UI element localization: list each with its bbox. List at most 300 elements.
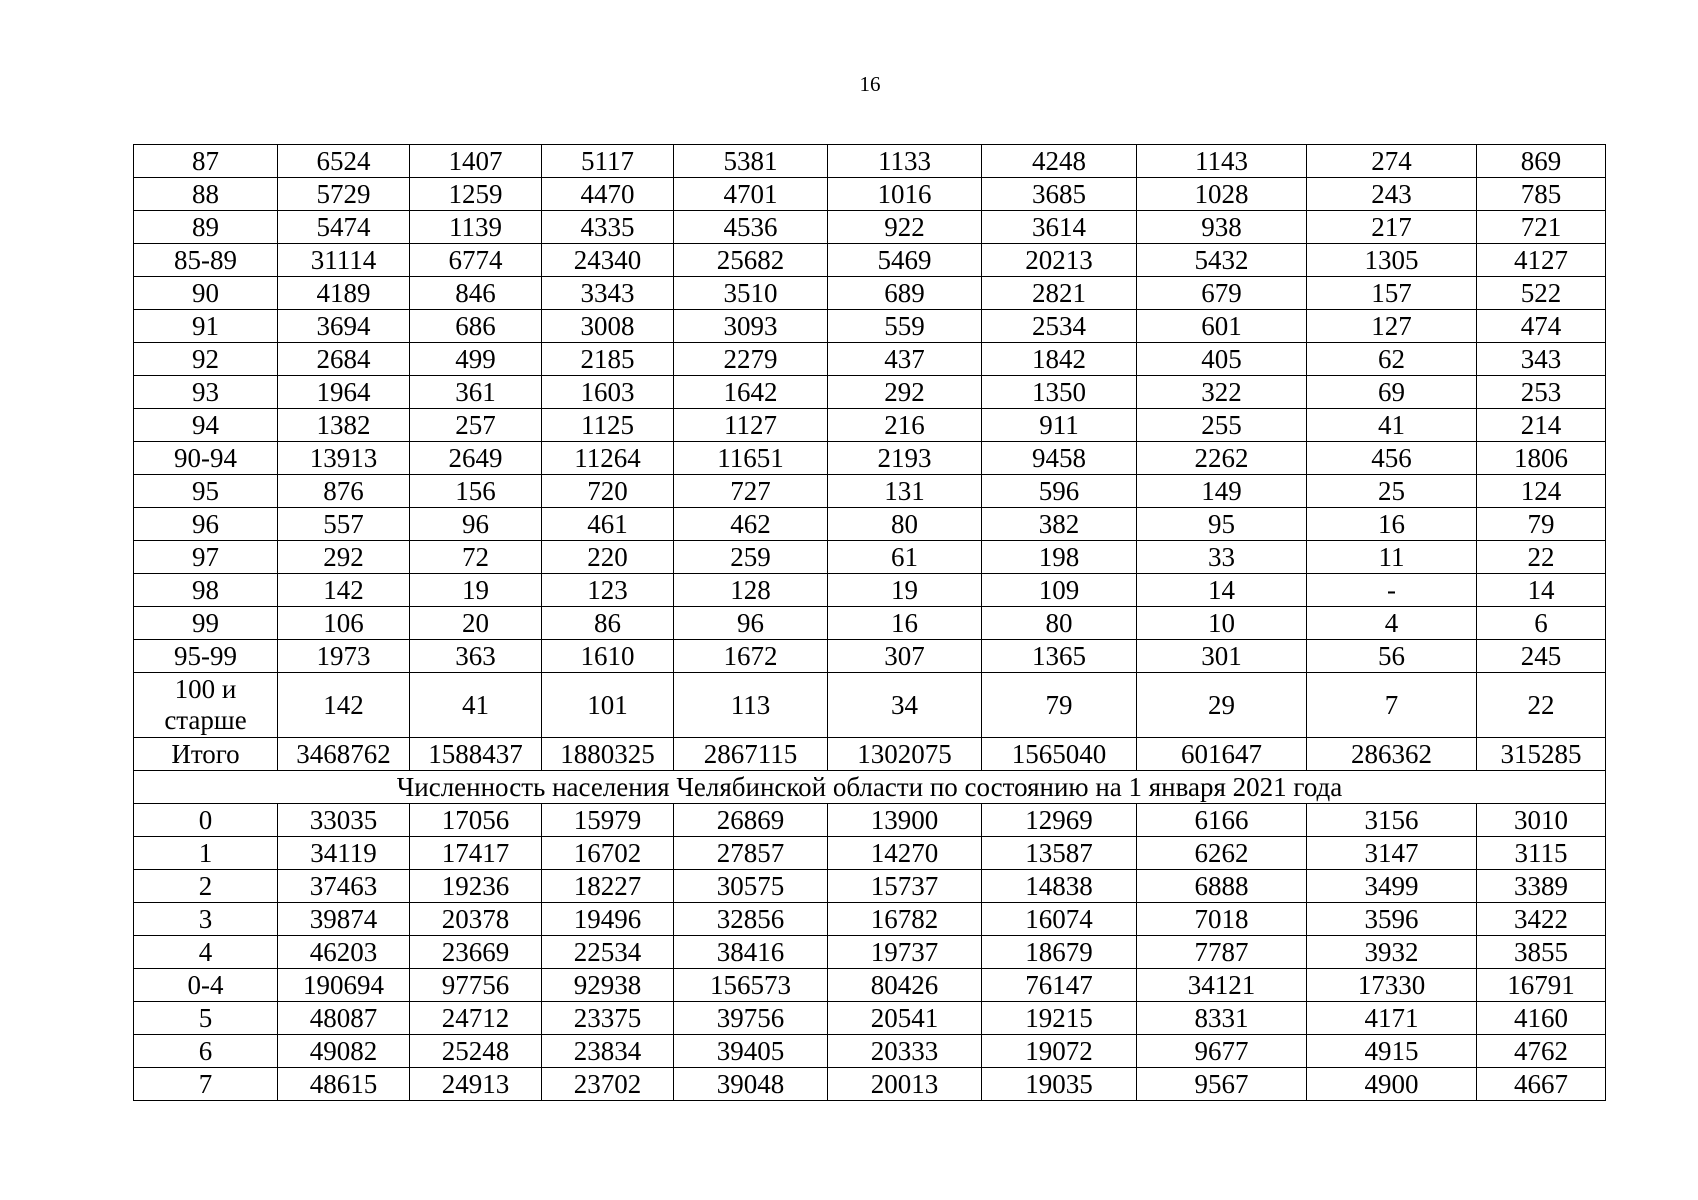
value-cell: 6166 — [1137, 804, 1307, 837]
table-row — [134, 541, 1606, 574]
value-cell: 62 — [1307, 343, 1477, 376]
value-cell: 1016 — [828, 178, 982, 211]
table-row — [134, 903, 1606, 936]
table-row — [134, 508, 1606, 541]
value-cell: 1350 — [982, 376, 1137, 409]
value-cell: 4160 — [1477, 1002, 1606, 1035]
table-row — [134, 211, 1606, 244]
value-cell: 6888 — [1137, 870, 1307, 903]
value-cell: 156 — [410, 475, 542, 508]
value-cell: 1305 — [1307, 244, 1477, 277]
value-cell: 3008 — [542, 310, 674, 343]
value-cell: 1842 — [982, 343, 1137, 376]
value-cell: 23375 — [542, 1002, 674, 1035]
value-cell: 220 — [542, 541, 674, 574]
value-cell: 876 — [278, 475, 410, 508]
value-cell: 253 — [1477, 376, 1606, 409]
value-cell: 80426 — [828, 969, 982, 1002]
value-cell: 20 — [410, 607, 542, 640]
value-cell: 79 — [982, 673, 1137, 738]
value-cell: 5474 — [278, 211, 410, 244]
value-cell: 686 — [410, 310, 542, 343]
value-cell: 4701 — [674, 178, 828, 211]
value-cell: 2262 — [1137, 442, 1307, 475]
table-row — [134, 343, 1606, 376]
value-cell: 4189 — [278, 277, 410, 310]
section-title-row — [134, 771, 1606, 804]
value-cell: 4248 — [982, 145, 1137, 178]
value-cell: 1302075 — [828, 738, 982, 771]
value-cell: 1610 — [542, 640, 674, 673]
value-cell: 30575 — [674, 870, 828, 903]
value-cell: 315285 — [1477, 738, 1606, 771]
value-cell: 2279 — [674, 343, 828, 376]
value-cell: 19072 — [982, 1035, 1137, 1068]
value-cell: 11 — [1307, 541, 1477, 574]
value-cell: 1407 — [410, 145, 542, 178]
value-cell: 25248 — [410, 1035, 542, 1068]
value-cell: 7 — [1307, 673, 1477, 738]
value-cell: 17417 — [410, 837, 542, 870]
table-row — [134, 475, 1606, 508]
value-cell: 25 — [1307, 475, 1477, 508]
value-cell: 56 — [1307, 640, 1477, 673]
row-label-cell: 93 — [134, 376, 278, 409]
value-cell: 23669 — [410, 936, 542, 969]
value-cell: 26869 — [674, 804, 828, 837]
value-cell: 6262 — [1137, 837, 1307, 870]
value-cell: 61 — [828, 541, 982, 574]
value-cell: 14270 — [828, 837, 982, 870]
value-cell: 127 — [1307, 310, 1477, 343]
value-cell: 7018 — [1137, 903, 1307, 936]
value-cell: 198 — [982, 541, 1137, 574]
value-cell: 142 — [278, 673, 410, 738]
row-label-cell: 95-99 — [134, 640, 278, 673]
value-cell: 601 — [1137, 310, 1307, 343]
value-cell: 4171 — [1307, 1002, 1477, 1035]
value-cell: 363 — [410, 640, 542, 673]
value-cell: 2821 — [982, 277, 1137, 310]
value-cell: 22 — [1477, 541, 1606, 574]
value-cell: 4335 — [542, 211, 674, 244]
row-label-cell: 97 — [134, 541, 278, 574]
value-cell: 39874 — [278, 903, 410, 936]
table-row — [134, 673, 1606, 738]
value-cell: 20378 — [410, 903, 542, 936]
value-cell: 461 — [542, 508, 674, 541]
value-cell: 23834 — [542, 1035, 674, 1068]
value-cell: 1382 — [278, 409, 410, 442]
value-cell: 214 — [1477, 409, 1606, 442]
value-cell: 5469 — [828, 244, 982, 277]
value-cell: 456 — [1307, 442, 1477, 475]
value-cell: 3855 — [1477, 936, 1606, 969]
value-cell: 76147 — [982, 969, 1137, 1002]
value-cell: 938 — [1137, 211, 1307, 244]
value-cell: 292 — [278, 541, 410, 574]
table-row — [134, 607, 1606, 640]
value-cell: 39048 — [674, 1068, 828, 1101]
value-cell: 20541 — [828, 1002, 982, 1035]
value-cell: 1880325 — [542, 738, 674, 771]
row-label-cell: 89 — [134, 211, 278, 244]
value-cell: 3156 — [1307, 804, 1477, 837]
value-cell: 3932 — [1307, 936, 1477, 969]
value-cell: 29 — [1137, 673, 1307, 738]
value-cell: 16702 — [542, 837, 674, 870]
value-cell: 27857 — [674, 837, 828, 870]
value-cell: 922 — [828, 211, 982, 244]
row-label-cell: 0-4 — [134, 969, 278, 1002]
value-cell: 245 — [1477, 640, 1606, 673]
value-cell: 19 — [410, 574, 542, 607]
value-cell: 22 — [1477, 673, 1606, 738]
value-cell: 16791 — [1477, 969, 1606, 1002]
value-cell: 1365 — [982, 640, 1137, 673]
value-cell: 911 — [982, 409, 1137, 442]
row-label-cell: 98 — [134, 574, 278, 607]
value-cell: 343 — [1477, 343, 1606, 376]
row-label-cell: Итого — [134, 738, 278, 771]
value-cell: 39756 — [674, 1002, 828, 1035]
value-cell: 286362 — [1307, 738, 1477, 771]
value-cell: 1806 — [1477, 442, 1606, 475]
value-cell: 124 — [1477, 475, 1606, 508]
value-cell: 1127 — [674, 409, 828, 442]
table-row — [134, 738, 1606, 771]
row-label-cell: 4 — [134, 936, 278, 969]
value-cell: 3694 — [278, 310, 410, 343]
value-cell: 1603 — [542, 376, 674, 409]
value-cell: 869 — [1477, 145, 1606, 178]
table-row — [134, 1035, 1606, 1068]
row-label-cell: 100 и старше — [134, 673, 278, 738]
row-label-cell: 2 — [134, 870, 278, 903]
value-cell: 20213 — [982, 244, 1137, 277]
table-row — [134, 870, 1606, 903]
value-cell: 3389 — [1477, 870, 1606, 903]
value-cell: 3468762 — [278, 738, 410, 771]
table-row — [134, 442, 1606, 475]
value-cell: 720 — [542, 475, 674, 508]
value-cell: 24712 — [410, 1002, 542, 1035]
value-cell: 17056 — [410, 804, 542, 837]
value-cell: 31114 — [278, 244, 410, 277]
value-cell: 274 — [1307, 145, 1477, 178]
value-cell: 23702 — [542, 1068, 674, 1101]
value-cell: 19 — [828, 574, 982, 607]
value-cell: 3596 — [1307, 903, 1477, 936]
value-cell: 846 — [410, 277, 542, 310]
value-cell: 16 — [1307, 508, 1477, 541]
value-cell: 113 — [674, 673, 828, 738]
row-label-cell: 87 — [134, 145, 278, 178]
table-row — [134, 178, 1606, 211]
value-cell: 24340 — [542, 244, 674, 277]
value-cell: 14 — [1137, 574, 1307, 607]
value-cell: 243 — [1307, 178, 1477, 211]
value-cell: 721 — [1477, 211, 1606, 244]
row-label-cell: 96 — [134, 508, 278, 541]
value-cell: 15979 — [542, 804, 674, 837]
value-cell: 96 — [674, 607, 828, 640]
row-label-cell: 88 — [134, 178, 278, 211]
value-cell: 3614 — [982, 211, 1137, 244]
value-cell: 1672 — [674, 640, 828, 673]
value-cell: 679 — [1137, 277, 1307, 310]
row-label-cell: 7 — [134, 1068, 278, 1101]
value-cell: 86 — [542, 607, 674, 640]
row-label-cell: 92 — [134, 343, 278, 376]
value-cell: 13913 — [278, 442, 410, 475]
value-cell: 257 — [410, 409, 542, 442]
value-cell: 3510 — [674, 277, 828, 310]
value-cell: 255 — [1137, 409, 1307, 442]
value-cell: 19236 — [410, 870, 542, 903]
value-cell: 19035 — [982, 1068, 1137, 1101]
value-cell: 33035 — [278, 804, 410, 837]
value-cell: 190694 — [278, 969, 410, 1002]
value-cell: 6774 — [410, 244, 542, 277]
value-cell: 557 — [278, 508, 410, 541]
value-cell: 128 — [674, 574, 828, 607]
value-cell: 131 — [828, 475, 982, 508]
population-table — [133, 144, 1606, 1101]
value-cell: 301 — [1137, 640, 1307, 673]
value-cell: 41 — [410, 673, 542, 738]
value-cell: 96 — [410, 508, 542, 541]
value-cell: 69 — [1307, 376, 1477, 409]
value-cell: 2185 — [542, 343, 674, 376]
value-cell: 3147 — [1307, 837, 1477, 870]
value-cell: 14838 — [982, 870, 1137, 903]
value-cell: 1028 — [1137, 178, 1307, 211]
value-cell: 3115 — [1477, 837, 1606, 870]
value-cell: 292 — [828, 376, 982, 409]
table-row — [134, 804, 1606, 837]
value-cell: 3093 — [674, 310, 828, 343]
value-cell: 5729 — [278, 178, 410, 211]
row-label-cell: 90 — [134, 277, 278, 310]
table-row — [134, 837, 1606, 870]
value-cell: 4127 — [1477, 244, 1606, 277]
value-cell: 1642 — [674, 376, 828, 409]
table-row — [134, 310, 1606, 343]
value-cell: 1133 — [828, 145, 982, 178]
value-cell: 22534 — [542, 936, 674, 969]
value-cell: 405 — [1137, 343, 1307, 376]
value-cell: 727 — [674, 475, 828, 508]
value-cell: 259 — [674, 541, 828, 574]
value-cell: 106 — [278, 607, 410, 640]
table-row — [134, 244, 1606, 277]
value-cell: 17330 — [1307, 969, 1477, 1002]
table-row — [134, 145, 1606, 178]
value-cell: 596 — [982, 475, 1137, 508]
value-cell: 16 — [828, 607, 982, 640]
value-cell: 123 — [542, 574, 674, 607]
value-cell: 601647 — [1137, 738, 1307, 771]
value-cell: 5381 — [674, 145, 828, 178]
value-cell: 33 — [1137, 541, 1307, 574]
value-cell: 24913 — [410, 1068, 542, 1101]
value-cell: 41 — [1307, 409, 1477, 442]
value-cell: 1588437 — [410, 738, 542, 771]
value-cell: 80 — [982, 607, 1137, 640]
value-cell: 216 — [828, 409, 982, 442]
value-cell: 109 — [982, 574, 1137, 607]
value-cell: 6524 — [278, 145, 410, 178]
value-cell: 499 — [410, 343, 542, 376]
value-cell: 79 — [1477, 508, 1606, 541]
row-label-cell: 3 — [134, 903, 278, 936]
row-label-cell: 85-89 — [134, 244, 278, 277]
value-cell: 4 — [1307, 607, 1477, 640]
value-cell: 34121 — [1137, 969, 1307, 1002]
value-cell: 474 — [1477, 310, 1606, 343]
value-cell: 34119 — [278, 837, 410, 870]
value-cell: 1139 — [410, 211, 542, 244]
row-label-cell: 5 — [134, 1002, 278, 1035]
value-cell: 559 — [828, 310, 982, 343]
value-cell: 16074 — [982, 903, 1137, 936]
value-cell: 11651 — [674, 442, 828, 475]
value-cell: 25682 — [674, 244, 828, 277]
value-cell: 3010 — [1477, 804, 1606, 837]
value-cell: 19737 — [828, 936, 982, 969]
value-cell: 5117 — [542, 145, 674, 178]
value-cell: 437 — [828, 343, 982, 376]
value-cell: 217 — [1307, 211, 1477, 244]
value-cell: 97756 — [410, 969, 542, 1002]
value-cell: 3685 — [982, 178, 1137, 211]
value-cell: 19496 — [542, 903, 674, 936]
table-row — [134, 1002, 1606, 1035]
table-row — [134, 969, 1606, 1002]
value-cell: 46203 — [278, 936, 410, 969]
value-cell: 2649 — [410, 442, 542, 475]
value-cell: 13900 — [828, 804, 982, 837]
page-number: 16 — [859, 72, 881, 96]
value-cell: 101 — [542, 673, 674, 738]
value-cell: 307 — [828, 640, 982, 673]
table-row — [134, 409, 1606, 442]
value-cell: 37463 — [278, 870, 410, 903]
value-cell: 10 — [1137, 607, 1307, 640]
value-cell: 1973 — [278, 640, 410, 673]
value-cell: 72 — [410, 541, 542, 574]
value-cell: 689 — [828, 277, 982, 310]
value-cell: 3499 — [1307, 870, 1477, 903]
value-cell: 1125 — [542, 409, 674, 442]
value-cell: 80 — [828, 508, 982, 541]
value-cell: 18679 — [982, 936, 1137, 969]
value-cell: 12969 — [982, 804, 1137, 837]
value-cell: 4470 — [542, 178, 674, 211]
value-cell: 3422 — [1477, 903, 1606, 936]
value-cell: 9567 — [1137, 1068, 1307, 1101]
value-cell: 48615 — [278, 1068, 410, 1101]
value-cell: 39405 — [674, 1035, 828, 1068]
value-cell: 522 — [1477, 277, 1606, 310]
row-label-cell: 95 — [134, 475, 278, 508]
value-cell: 4762 — [1477, 1035, 1606, 1068]
value-cell: 18227 — [542, 870, 674, 903]
value-cell: 15737 — [828, 870, 982, 903]
table-row — [134, 640, 1606, 673]
value-cell: 361 — [410, 376, 542, 409]
value-cell: 95 — [1137, 508, 1307, 541]
value-cell: 49082 — [278, 1035, 410, 1068]
value-cell: 8331 — [1137, 1002, 1307, 1035]
section-title: Численность населения Челябинской области по состоянию на 1 января 2021 года — [134, 771, 1606, 804]
value-cell: 7787 — [1137, 936, 1307, 969]
value-cell: 4667 — [1477, 1068, 1606, 1101]
value-cell: 4915 — [1307, 1035, 1477, 1068]
value-cell: 149 — [1137, 475, 1307, 508]
value-cell: 5432 — [1137, 244, 1307, 277]
value-cell: 9458 — [982, 442, 1137, 475]
table-row — [134, 1068, 1606, 1101]
row-label-cell: 90-94 — [134, 442, 278, 475]
value-cell: 142 — [278, 574, 410, 607]
row-label-cell: 6 — [134, 1035, 278, 1068]
value-cell: 322 — [1137, 376, 1307, 409]
table-row — [134, 574, 1606, 607]
value-cell: 13587 — [982, 837, 1137, 870]
value-cell: 785 — [1477, 178, 1606, 211]
table-row — [134, 277, 1606, 310]
value-cell: 32856 — [674, 903, 828, 936]
value-cell: 1964 — [278, 376, 410, 409]
value-cell: 19215 — [982, 1002, 1137, 1035]
value-cell: 1565040 — [982, 738, 1137, 771]
value-cell: 1259 — [410, 178, 542, 211]
value-cell: 20333 — [828, 1035, 982, 1068]
row-label-cell: 99 — [134, 607, 278, 640]
value-cell: 156573 — [674, 969, 828, 1002]
value-cell: 34 — [828, 673, 982, 738]
value-cell: 9677 — [1137, 1035, 1307, 1068]
value-cell: 16782 — [828, 903, 982, 936]
row-label-cell: 0 — [134, 804, 278, 837]
table-row — [134, 376, 1606, 409]
value-cell: 2193 — [828, 442, 982, 475]
value-cell: 462 — [674, 508, 828, 541]
value-cell: 382 — [982, 508, 1137, 541]
value-cell: 2684 — [278, 343, 410, 376]
value-cell: 1143 — [1137, 145, 1307, 178]
value-cell: 4536 — [674, 211, 828, 244]
value-cell: 11264 — [542, 442, 674, 475]
value-cell: 2867115 — [674, 738, 828, 771]
row-label-cell: 91 — [134, 310, 278, 343]
value-cell: 157 — [1307, 277, 1477, 310]
value-cell: 48087 — [278, 1002, 410, 1035]
row-label-cell: 1 — [134, 837, 278, 870]
value-cell: - — [1307, 574, 1477, 607]
value-cell: 4900 — [1307, 1068, 1477, 1101]
value-cell: 20013 — [828, 1068, 982, 1101]
value-cell: 92938 — [542, 969, 674, 1002]
value-cell: 2534 — [982, 310, 1137, 343]
value-cell: 6 — [1477, 607, 1606, 640]
value-cell: 38416 — [674, 936, 828, 969]
value-cell: 14 — [1477, 574, 1606, 607]
row-label-cell: 94 — [134, 409, 278, 442]
table-row — [134, 936, 1606, 969]
